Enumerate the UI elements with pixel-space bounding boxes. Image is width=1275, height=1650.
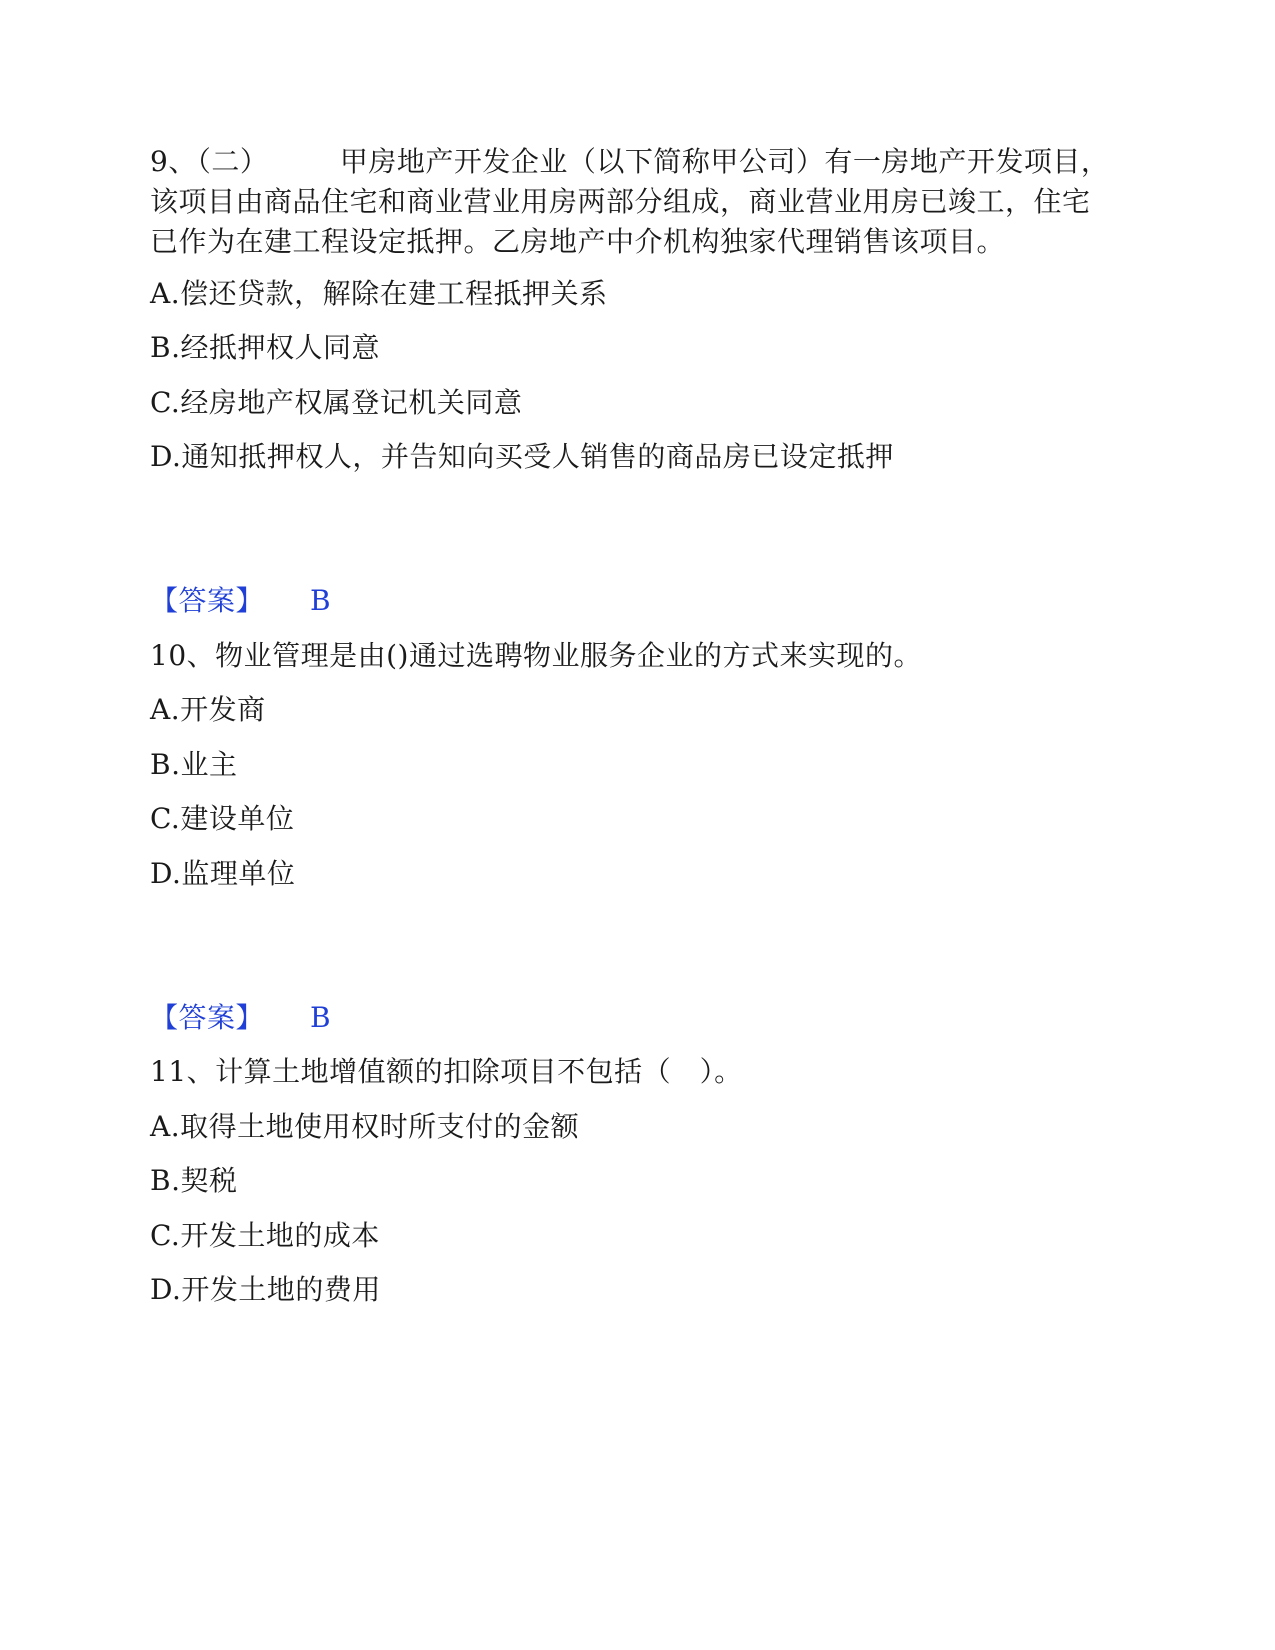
question-11-option-d: D.开发土地的费用 (150, 1273, 381, 1306)
question-10-answer (150, 998, 331, 1038)
question-9-option-d: D.通知抵押权人，并告知向买受人销售的商品房已设定抵押 (150, 440, 894, 473)
answer-label: 【答案】 (150, 584, 265, 617)
question-11-option-a: A.取得土地使用权时所支付的金额 (150, 1110, 580, 1143)
question-9-option-c: C.经房地产权属登记机关同意 (150, 386, 523, 419)
question-9-option-a: A.偿还贷款，解除在建工程抵押关系 (150, 277, 608, 310)
answer-value: B (310, 1001, 332, 1034)
question-10-option-c: C.建设单位 (150, 802, 295, 835)
question-9-answer (150, 581, 331, 621)
answer-label: 【答案】 (150, 1001, 265, 1034)
question-11-option-b: B.契税 (150, 1164, 238, 1197)
question-10-option-b: B.业主 (150, 748, 238, 781)
question-10-option-a: A.开发商 (150, 693, 266, 726)
answer-value: B (310, 584, 332, 617)
question-11-option-c: C.开发土地的成本 (150, 1219, 380, 1252)
question-9-text: 9、（二） 甲房地产开发企业（以下简称甲公司）有一房地产开发项目，该项目由商品住宅和商业营业用房两部分组成，商业营业用房已竣工，住宅已作为在建工程设定抵押。乙房地产中介机构独家代理销售该项目。 (150, 145, 1110, 258)
question-9-option-b: B.经抵押权人同意 (150, 331, 380, 364)
question-11-text: 11、计算土地增值额的扣除项目不包括（ ）。 (150, 1055, 743, 1088)
question-10-text: 10、物业管理是由()通过选聘物业服务企业的方式来实现的。 (150, 639, 922, 672)
question-10-option-d: D.监理单位 (150, 857, 296, 890)
